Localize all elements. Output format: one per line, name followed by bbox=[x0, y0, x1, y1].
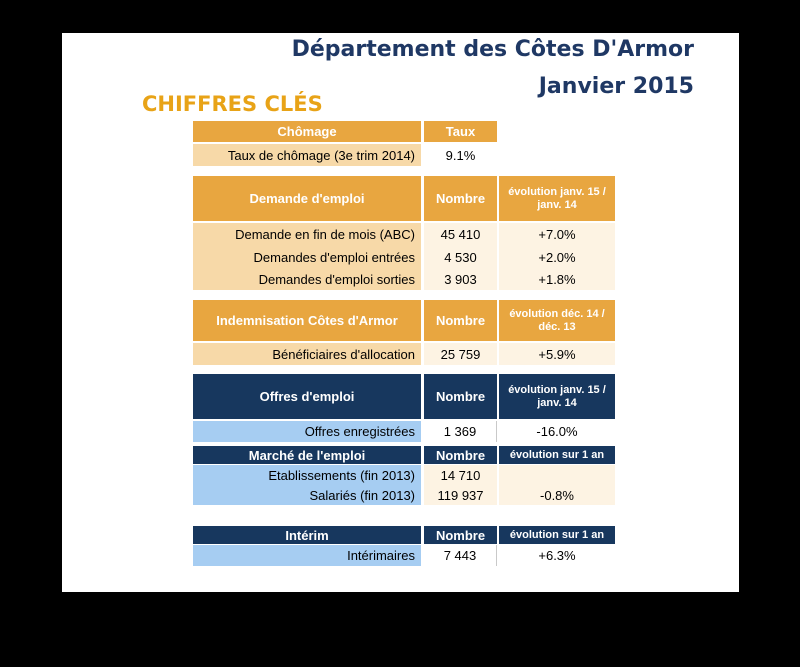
demande-row-nombre: 3 903 bbox=[424, 268, 497, 290]
chomage-header: Chômage bbox=[193, 121, 421, 142]
interim-row-label: Intérimaires bbox=[193, 545, 421, 566]
indemnisation-row-nombre: 25 759 bbox=[424, 343, 497, 365]
offres-header: Offres d'emploi bbox=[193, 374, 421, 419]
period-title: Janvier 2015 bbox=[538, 74, 694, 99]
indemnisation-nombre-header: Nombre bbox=[424, 300, 497, 341]
offres-row-label: Offres enregistrées bbox=[193, 421, 421, 442]
demande-row-label: Demandes d'emploi entrées bbox=[193, 246, 421, 268]
demande-row-evol: +2.0% bbox=[499, 246, 615, 268]
marche-row-evol bbox=[499, 465, 615, 485]
demande-evol-header: évolution janv. 15 / janv. 14 bbox=[499, 176, 615, 221]
demande-nombre-header: Nombre bbox=[424, 176, 497, 221]
department-title: Département des Côtes D'Armor bbox=[291, 37, 694, 62]
demande-row-nombre: 4 530 bbox=[424, 246, 497, 268]
offres-row-nombre: 1 369 bbox=[424, 421, 497, 442]
marche-row-nombre: 14 710 bbox=[424, 465, 497, 485]
marche-nombre-header: Nombre bbox=[424, 446, 497, 464]
demande-header: Demande d'emploi bbox=[193, 176, 421, 221]
demande-row-label: Demande en fin de mois (ABC) bbox=[193, 223, 421, 246]
interim-header: Intérim bbox=[193, 526, 421, 544]
interim-row-evol: +6.3% bbox=[499, 545, 615, 566]
marche-row-label: Salariés (fin 2013) bbox=[193, 485, 421, 505]
marche-row-nombre: 119 937 bbox=[424, 485, 497, 505]
marche-row-evol: -0.8% bbox=[499, 485, 615, 505]
demande-row-nombre: 45 410 bbox=[424, 223, 497, 246]
chomage-row-label: Taux de chômage (3e trim 2014) bbox=[193, 144, 421, 166]
chomage-row-value: 9.1% bbox=[424, 144, 497, 166]
demande-row-label: Demandes d'emploi sorties bbox=[193, 268, 421, 290]
marche-header: Marché de l'emploi bbox=[193, 446, 421, 464]
indemnisation-header: Indemnisation Côtes d'Armor bbox=[193, 300, 421, 341]
demande-row-evol: +7.0% bbox=[499, 223, 615, 246]
offres-nombre-header: Nombre bbox=[424, 374, 497, 419]
indemnisation-row-evol: +5.9% bbox=[499, 343, 615, 365]
section-title: CHIFFRES CLÉS bbox=[142, 92, 323, 116]
indemnisation-evol-header: évolution déc. 14 / déc. 13 bbox=[499, 300, 615, 341]
interim-row-nombre: 7 443 bbox=[424, 545, 497, 566]
interim-evol-header: évolution sur 1 an bbox=[499, 526, 615, 544]
offres-row-evol: -16.0% bbox=[499, 421, 615, 442]
marche-evol-header: évolution sur 1 an bbox=[499, 446, 615, 464]
chomage-taux-header: Taux bbox=[424, 121, 497, 142]
demande-row-evol: +1.8% bbox=[499, 268, 615, 290]
offres-evol-header: évolution janv. 15 / janv. 14 bbox=[499, 374, 615, 419]
marche-row-label: Etablissements (fin 2013) bbox=[193, 465, 421, 485]
interim-nombre-header: Nombre bbox=[424, 526, 497, 544]
indemnisation-row-label: Bénéficiaires d'allocation bbox=[193, 343, 421, 365]
